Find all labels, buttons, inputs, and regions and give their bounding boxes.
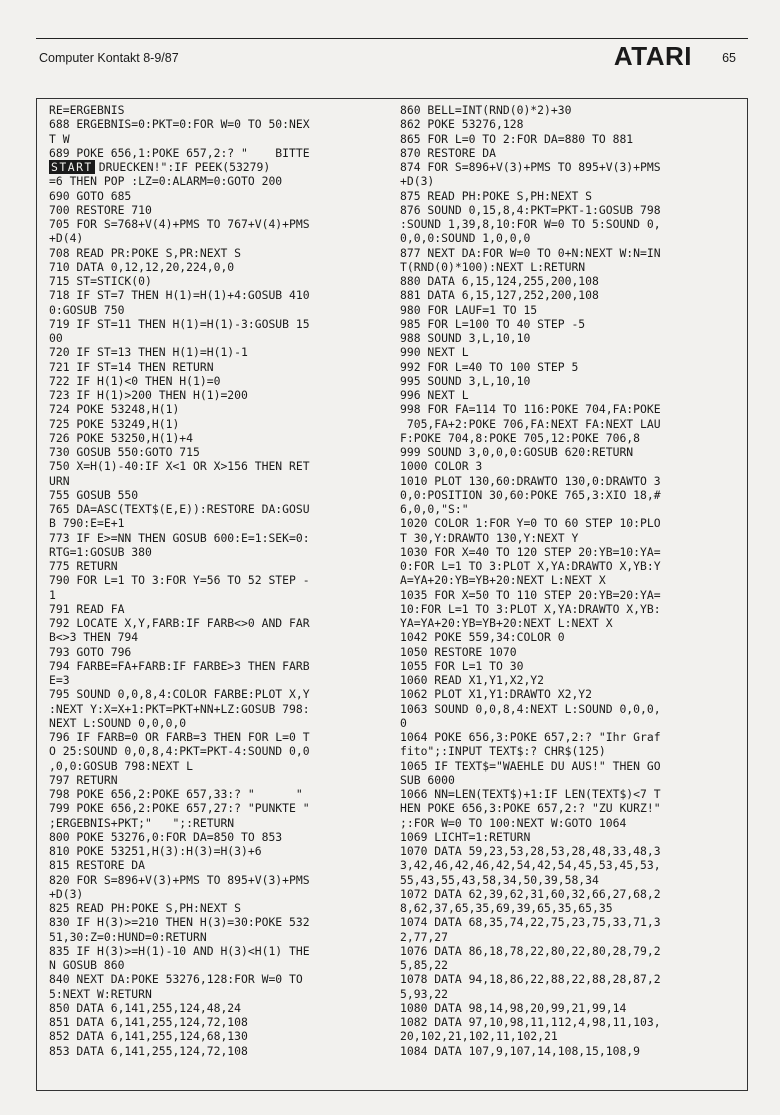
code-line: 775 RETURN: [49, 559, 118, 573]
code-line: fito";:INPUT TEXT$:? CHR$(125): [400, 744, 606, 759]
code-line: 725 POKE 53249,H(1): [49, 416, 180, 431]
code-line: 5,85,22: [400, 958, 449, 972]
code-line: 765 DA=ASC(TEXT$(E,E)):RESTORE DA:GOSU: [49, 502, 310, 516]
code-line: T W: [49, 131, 70, 146]
code-line: YA=YA+20:YB=YB+20:NEXT L:NEXT X: [400, 616, 613, 630]
code-line: 1076 DATA 86,18,78,22,80,22,80,28,79,2: [400, 943, 661, 958]
code-line: RTG=1:GOSUB 380: [49, 544, 152, 559]
code-line: 1010 PLOT 130,60:DRAWTO 130,0:DRAWTO 3: [400, 473, 661, 488]
code-line: 730 GOSUB 550:GOTO 715: [49, 445, 200, 459]
code-line: 705,FA+2:POKE 706,FA:NEXT FA:NEXT LAU: [400, 416, 661, 431]
code-line: 1063 SOUND 0,0,8,4:NEXT L:SOUND 0,0,0,: [400, 701, 661, 716]
code-line: 830 IF H(3)>=210 THEN H(3)=30:POKE 532: [49, 915, 310, 930]
code-line: 790 FOR L=1 TO 3:FOR Y=56 TO 52 STEP -: [49, 573, 310, 588]
code-line: 688 ERGEBNIS=0:PKT=0:FOR W=0 TO 50:NEX: [49, 117, 310, 132]
code-line: E=3: [49, 673, 70, 687]
code-line: 1072 DATA 62,39,62,31,60,32,66,27,68,2: [400, 886, 661, 901]
code-line: :SOUND 1,39,8,10:FOR W=0 TO 5:SOUND 0,: [400, 217, 661, 231]
code-line: 5:NEXT W:RETURN: [49, 986, 152, 1001]
code-line: 0: [400, 715, 407, 730]
code-line: 1062 PLOT X1,Y1:DRAWTO X2,Y2: [400, 687, 593, 702]
page-number: 65: [722, 51, 736, 65]
code-line: N GOSUB 860: [49, 958, 125, 972]
code-line: 815 RESTORE DA: [49, 858, 146, 873]
code-line: 988 SOUND 3,L,10,10: [400, 331, 531, 345]
code-line: 1066 NN=LEN(TEXT$)+1:IF LEN(TEXT$)<7 T: [400, 787, 661, 801]
code-line: 852 DATA 6,141,255,124,68,130: [49, 1029, 248, 1044]
code-line: 3,42,46,42,46,42,54,42,54,45,53,45,53,: [400, 858, 661, 873]
code-line: 840 NEXT DA:POKE 53276,128:FOR W=0 TO: [49, 972, 303, 987]
code-line: O 25:SOUND 0,0,8,4:PKT=PKT-4:SOUND 0,0: [49, 744, 310, 759]
code-line: F:POKE 704,8:POKE 705,12:POKE 706,8: [400, 430, 641, 445]
inverse-start-text: START: [51, 160, 93, 174]
code-line: 874 FOR S=896+V(3)+PMS TO 895+V(3)+PMS: [400, 160, 661, 174]
basic-listing: [36, 98, 748, 1091]
code-line: 820 FOR S=896+V(3)+PMS TO 895+V(3)+PMS: [49, 872, 310, 887]
code-line: 1030 FOR X=40 TO 120 STEP 20:YB=10:YA=: [400, 544, 661, 559]
code-line: 5,93,22: [400, 986, 449, 1001]
code-line: 755 GOSUB 550: [49, 487, 139, 502]
code-line: T 30,Y:DRAWTO 130,Y:NEXT Y: [400, 530, 579, 545]
code-line: 55,43,55,43,58,34,50,39,58,34: [400, 872, 599, 887]
code-line: RE=ERGEBNIS: [49, 103, 125, 117]
code-line: 880 DATA 6,15,124,255,200,108: [400, 274, 599, 288]
code-line: :NEXT Y:X=X+1:PKT=PKT+NN+LZ:GOSUB 798:: [49, 701, 310, 716]
code-line: ;ERGEBNIS+PKT;" ";:RETURN: [49, 815, 235, 830]
code-line: 721 IF ST=14 THEN RETURN: [49, 359, 214, 374]
code-line: 992 FOR L=40 TO 100 STEP 5: [400, 359, 579, 374]
code-line: =6 THEN POP :LZ=0:ALARM=0:GOTO 200: [49, 174, 283, 189]
code-line: 853 DATA 6,141,255,124,72,108: [49, 1043, 248, 1058]
magazine-issue: Computer Kontakt 8-9/87: [39, 51, 179, 65]
code-line: 996 NEXT L: [400, 388, 469, 402]
code-line: 862 POKE 53276,128: [400, 117, 524, 132]
code-line: 710 DATA 0,12,12,20,224,0,0: [49, 259, 235, 274]
code-line: 810 POKE 53251,H(3):H(3)=H(3)+6: [49, 844, 262, 858]
code-line: 726 POKE 53250,H(1)+4: [49, 430, 194, 445]
code-line: +D(3): [49, 886, 84, 901]
code-line: ,0,0:GOSUB 798:NEXT L: [49, 758, 194, 773]
code-line: 700 RESTORE 710: [49, 202, 152, 217]
code-line: 850 DATA 6,141,255,124,48,24: [49, 1000, 242, 1015]
code-line: 860 BELL=INT(RND(0)*2)+30: [400, 103, 572, 117]
code-line: 1050 RESTORE 1070: [400, 644, 517, 659]
code-line: 870 RESTORE DA: [400, 145, 497, 160]
code-line: T(RND(0)*100):NEXT L:RETURN: [400, 259, 586, 274]
code-line: 851 DATA 6,141,255,124,72,108: [49, 1015, 248, 1029]
code-line: 1082 DATA 97,10,98,11,112,4,98,11,103,: [400, 1015, 661, 1029]
code-line: 0:FOR L=1 TO 3:PLOT X,YA:DRAWTO X,YB:Y: [400, 559, 661, 573]
code-line: 797 RETURN: [49, 772, 118, 787]
code-line: 1055 FOR L=1 TO 30: [400, 658, 524, 673]
code-line: 998 FOR FA=114 TO 116:POKE 704,FA:POKE: [400, 402, 661, 417]
code-line: 800 POKE 53276,0:FOR DA=850 TO 853: [49, 829, 283, 844]
code-line: 689 POKE 656,1:POKE 657,2:? " BITTE: [49, 145, 310, 160]
code-line: 708 READ PR:POKE S,PR:NEXT S: [49, 245, 242, 260]
listing-column-left: [49, 103, 389, 1058]
code-line: 1000 COLOR 3: [400, 459, 483, 474]
code-line: 999 SOUND 3,0,0,0:GOSUB 620:RETURN: [400, 445, 634, 459]
code-line: 724 POKE 53248,H(1): [49, 402, 180, 417]
code-line: 8,62,37,65,35,69,39,65,35,65,35: [400, 901, 613, 915]
code-line: 1042 POKE 559,34:COLOR 0: [400, 630, 565, 645]
code-line: 1080 DATA 98,14,98,20,99,21,99,14: [400, 1000, 627, 1015]
code-line: [49, 160, 389, 174]
code-line: 881 DATA 6,15,127,252,200,108: [400, 288, 599, 303]
code-line: 792 LOCATE X,Y,FARB:IF FARB<>0 AND FAR: [49, 616, 310, 630]
code-line: 1035 FOR X=50 TO 110 STEP 20:YB=20:YA=: [400, 587, 661, 602]
code-line: 0,0:POSITION 30,60:POKE 765,3:XIO 18,#: [400, 487, 661, 502]
code-line: URN: [49, 473, 70, 488]
code-line: B 790:E=E+1: [49, 516, 125, 531]
code-line: 985 FOR L=100 TO 40 STEP -5: [400, 316, 586, 331]
code-line: 798 POKE 656,2:POKE 657,33:? " ": [49, 787, 303, 801]
code-line: A=YA+20:YB=YB+20:NEXT L:NEXT X: [400, 573, 606, 588]
code-line: 835 IF H(3)>=H(1)-10 AND H(3)<H(1) THE: [49, 943, 310, 958]
code-line: 723 IF H(1)>200 THEN H(1)=200: [49, 388, 248, 402]
code-line: ;:FOR W=0 TO 100:NEXT W:GOTO 1064: [400, 815, 627, 830]
code-line: 715 ST=STICK(0): [49, 274, 152, 288]
code-line: 1074 DATA 68,35,74,22,75,23,75,33,71,3: [400, 915, 661, 930]
code-line: 0,0,0:SOUND 1,0,0,0: [400, 231, 531, 246]
code-line: SUB 6000: [400, 772, 455, 787]
code-line: 773 IF E>=NN THEN GOSUB 600:E=1:SEK=0:: [49, 530, 310, 545]
code-line: 1020 COLOR 1:FOR Y=0 TO 60 STEP 10:PLO: [400, 516, 661, 531]
code-line: +D(3): [400, 174, 435, 189]
code-line: 6,0,0,"S:": [400, 502, 469, 516]
code-line: 705 FOR S=768+V(4)+PMS TO 767+V(4)+PMS: [49, 217, 310, 231]
code-line: 10:FOR L=1 TO 3:PLOT X,YA:DRAWTO X,YB:: [400, 601, 661, 616]
code-line: 1064 POKE 656,3:POKE 657,2:? "Ihr Graf: [400, 730, 661, 744]
code-line: 865 FOR L=0 TO 2:FOR DA=880 TO 881: [400, 131, 634, 146]
code-line: 750 X=H(1)-40:IF X<1 OR X>156 THEN RET: [49, 459, 310, 474]
code-line: 20,102,21,102,11,102,21: [400, 1029, 558, 1044]
code-line: 875 READ PH:POKE S,PH:NEXT S: [400, 188, 593, 203]
code-line: 877 NEXT DA:FOR W=0 TO 0+N:NEXT W:N=IN: [400, 245, 661, 260]
code-line: 719 IF ST=11 THEN H(1)=H(1)-3:GOSUB 15: [49, 316, 310, 331]
code-line: 00: [49, 331, 63, 345]
code-line: 799 POKE 656,2:POKE 657,27:? "PUNKTE ": [49, 801, 310, 816]
code-line: 1078 DATA 94,18,86,22,88,22,88,28,87,2: [400, 972, 661, 987]
code-line: 1: [49, 587, 56, 602]
code-line: 995 SOUND 3,L,10,10: [400, 373, 531, 388]
code-line: 796 IF FARB=0 OR FARB=3 THEN FOR L=0 T: [49, 730, 310, 744]
code-line: 825 READ PH:POKE S,PH:NEXT S: [49, 901, 242, 915]
code-line: 1065 IF TEXT$="WAEHLE DU AUS!" THEN GO: [400, 758, 661, 773]
code-line: 718 IF ST=7 THEN H(1)=H(1)+4:GOSUB 410: [49, 288, 310, 303]
code-line: 720 IF ST=13 THEN H(1)=H(1)-1: [49, 345, 248, 360]
code-line: B<>3 THEN 794: [49, 630, 139, 645]
atari-section-title: ATARI: [613, 41, 692, 71]
code-line: 722 IF H(1)<0 THEN H(1)=0: [49, 373, 221, 388]
code-line: 690 GOTO 685: [49, 188, 132, 203]
code-line: 2,77,27: [400, 929, 449, 944]
code-line: 1084 DATA 107,9,107,14,108,15,108,9: [400, 1043, 641, 1058]
code-line: 793 GOTO 796: [49, 644, 132, 659]
code-line: 1069 LICHT=1:RETURN: [400, 829, 531, 844]
code-line: NEXT L:SOUND 0,0,0,0: [49, 715, 187, 730]
code-line: 791 READ FA: [49, 601, 125, 616]
code-line: 1070 DATA 59,23,53,28,53,28,48,33,48,3: [400, 844, 661, 858]
code-line: 980 FOR LAUF=1 TO 15: [400, 302, 538, 317]
code-line: 51,30:Z=0:HUND=0:RETURN: [49, 929, 207, 944]
listing-column-right: [400, 103, 745, 1058]
start-line-rest: DRUECKEN!":IF PEEK(53279): [98, 160, 271, 174]
page-header: [36, 38, 748, 69]
code-line: 795 SOUND 0,0,8,4:COLOR FARBE:PLOT X,Y: [49, 687, 310, 702]
code-line: 1060 READ X1,Y1,X2,Y2: [400, 673, 545, 687]
code-line: +D(4): [49, 231, 84, 246]
code-line: 794 FARBE=FA+FARB:IF FARBE>3 THEN FARB: [49, 658, 310, 673]
code-line: 0:GOSUB 750: [49, 302, 125, 317]
code-line: 990 NEXT L: [400, 345, 469, 360]
code-line: HEN POKE 656,3:POKE 657,2:? "ZU KURZ!": [400, 801, 661, 816]
code-line: 876 SOUND 0,15,8,4:PKT=PKT-1:GOSUB 798: [400, 202, 661, 217]
